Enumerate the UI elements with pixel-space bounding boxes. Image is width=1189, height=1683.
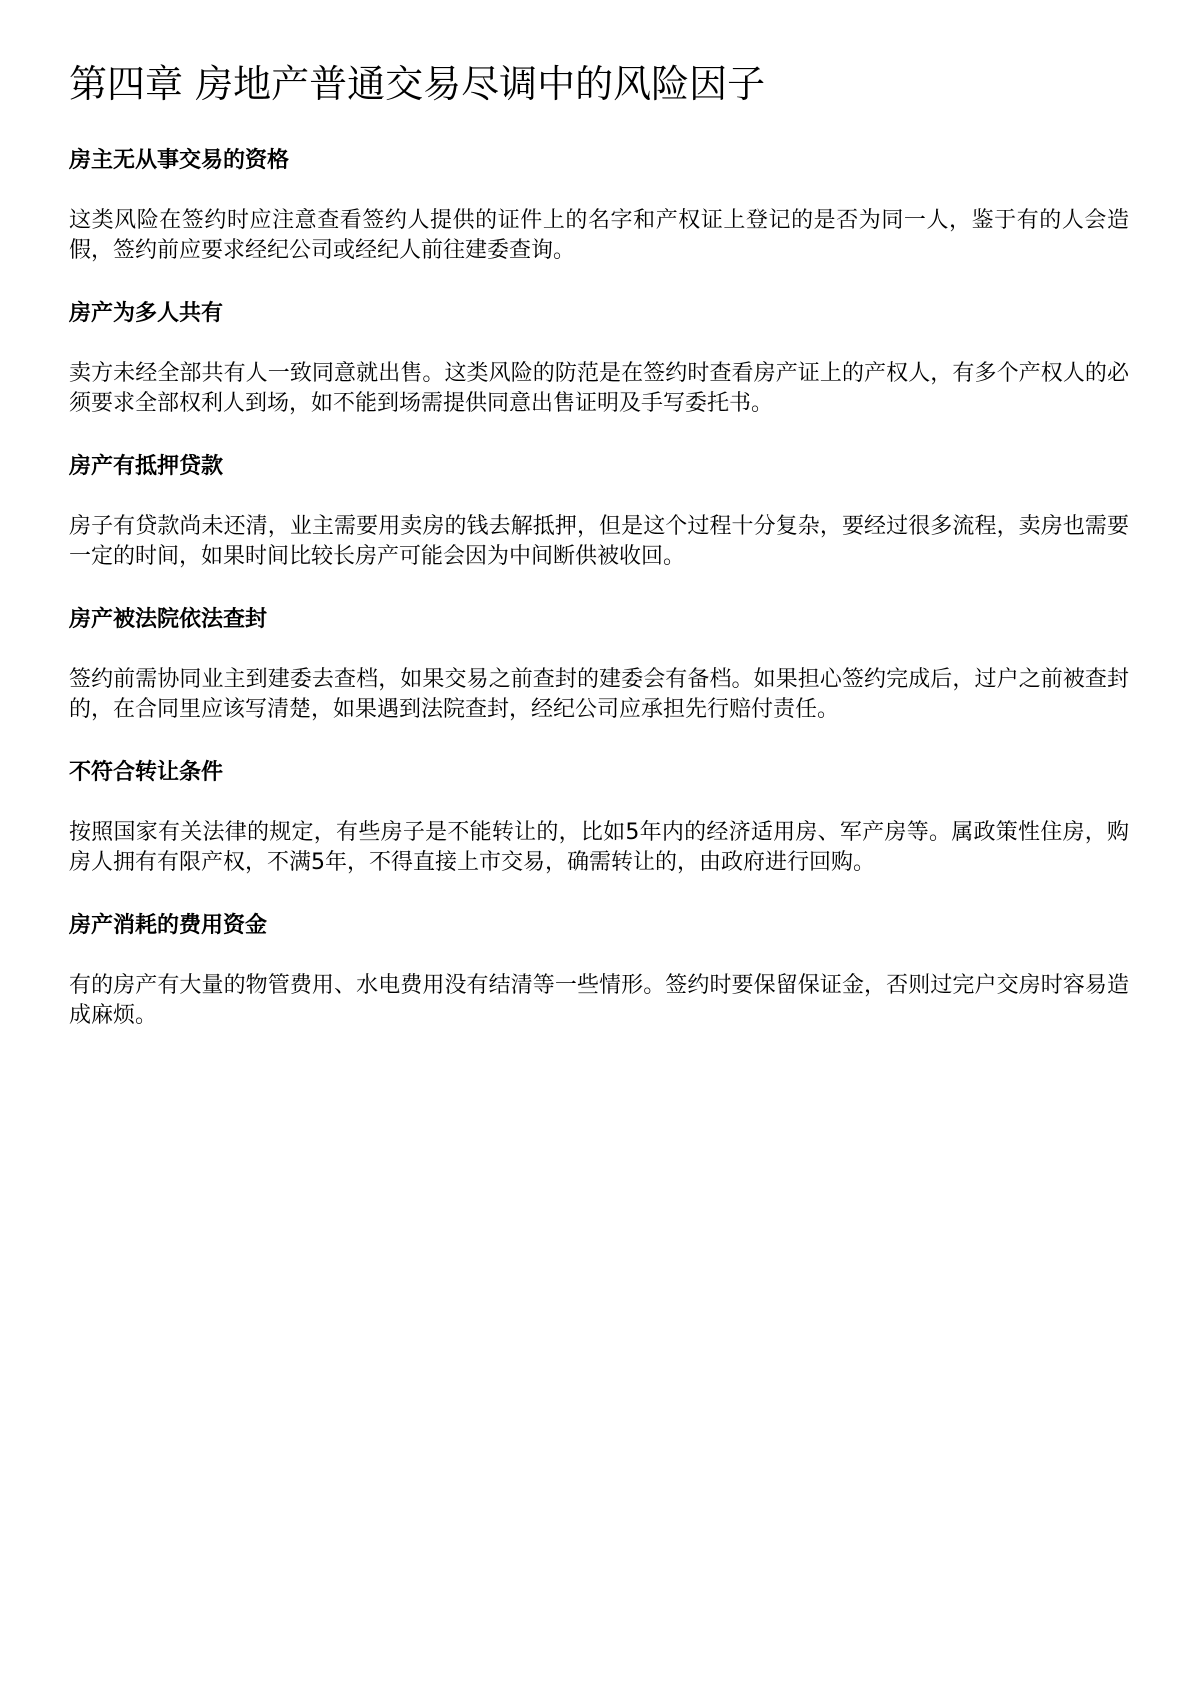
section-body: 房子有贷款尚未还清，业主需要用卖房的钱去解抵押，但是这个过程十分复杂，要经过很多流程，卖房也需要一定的时间，如果时间比较长房产可能会因为中间断供被收回。 — [69, 514, 1129, 569]
section-co-ownership — [69, 299, 1129, 419]
section-body: 这类风险在签约时应注意查看签约人提供的证件上的名字和产权证上登记的是否为同一人，鉴于有的人会造假，签约前应要求经纪公司或经纪人前往建委查询。 — [69, 208, 1129, 263]
section-body: 按照国家有关法律的规定，有些房子是不能转让的，比如5年内的经济适用房、军产房等。属政策性住房，购房人拥有有限产权，不满5年，不得直接上市交易，确需转让的，由政府进行回购。 — [69, 820, 1129, 875]
section-heading: 房产有抵押贷款 — [69, 454, 224, 479]
section-unpaid-fees — [69, 911, 1129, 1031]
section-heading: 房主无从事交易的资格 — [69, 148, 290, 173]
section-heading: 房产消耗的费用资金 — [69, 913, 268, 938]
section-heading: 不符合转让条件 — [69, 760, 224, 785]
section-transfer-conditions — [69, 758, 1129, 878]
section-heading: 房产为多人共有 — [69, 301, 224, 326]
section-heading: 房产被法院依法查封 — [69, 607, 268, 632]
section-body: 有的房产有大量的物管费用、水电费用没有结清等一些情形。签约时要保留保证金，否则过完户交房时容易造成麻烦。 — [69, 973, 1129, 1028]
section-body: 卖方未经全部共有人一致同意就出售。这类风险的防范是在签约时查看房产证上的产权人，有多个产权人的必须要求全部权利人到场，如不能到场需提供同意出售证明及手写委托书。 — [69, 361, 1129, 416]
document-page — [69, 52, 1129, 1064]
section-body: 签约前需协同业主到建委去查档，如果交易之前查封的建委会有备档。如果担心签约完成后，过户之前被查封的，在合同里应该写清楚，如果遇到法院查封，经纪公司应承担先行赔付责任。 — [69, 667, 1129, 722]
chapter-title: 第四章 房地产普通交易尽调中的风险因子 — [69, 62, 766, 106]
section-mortgage — [69, 452, 1129, 572]
section-court-seizure — [69, 605, 1129, 725]
section-qualification — [69, 146, 1129, 266]
